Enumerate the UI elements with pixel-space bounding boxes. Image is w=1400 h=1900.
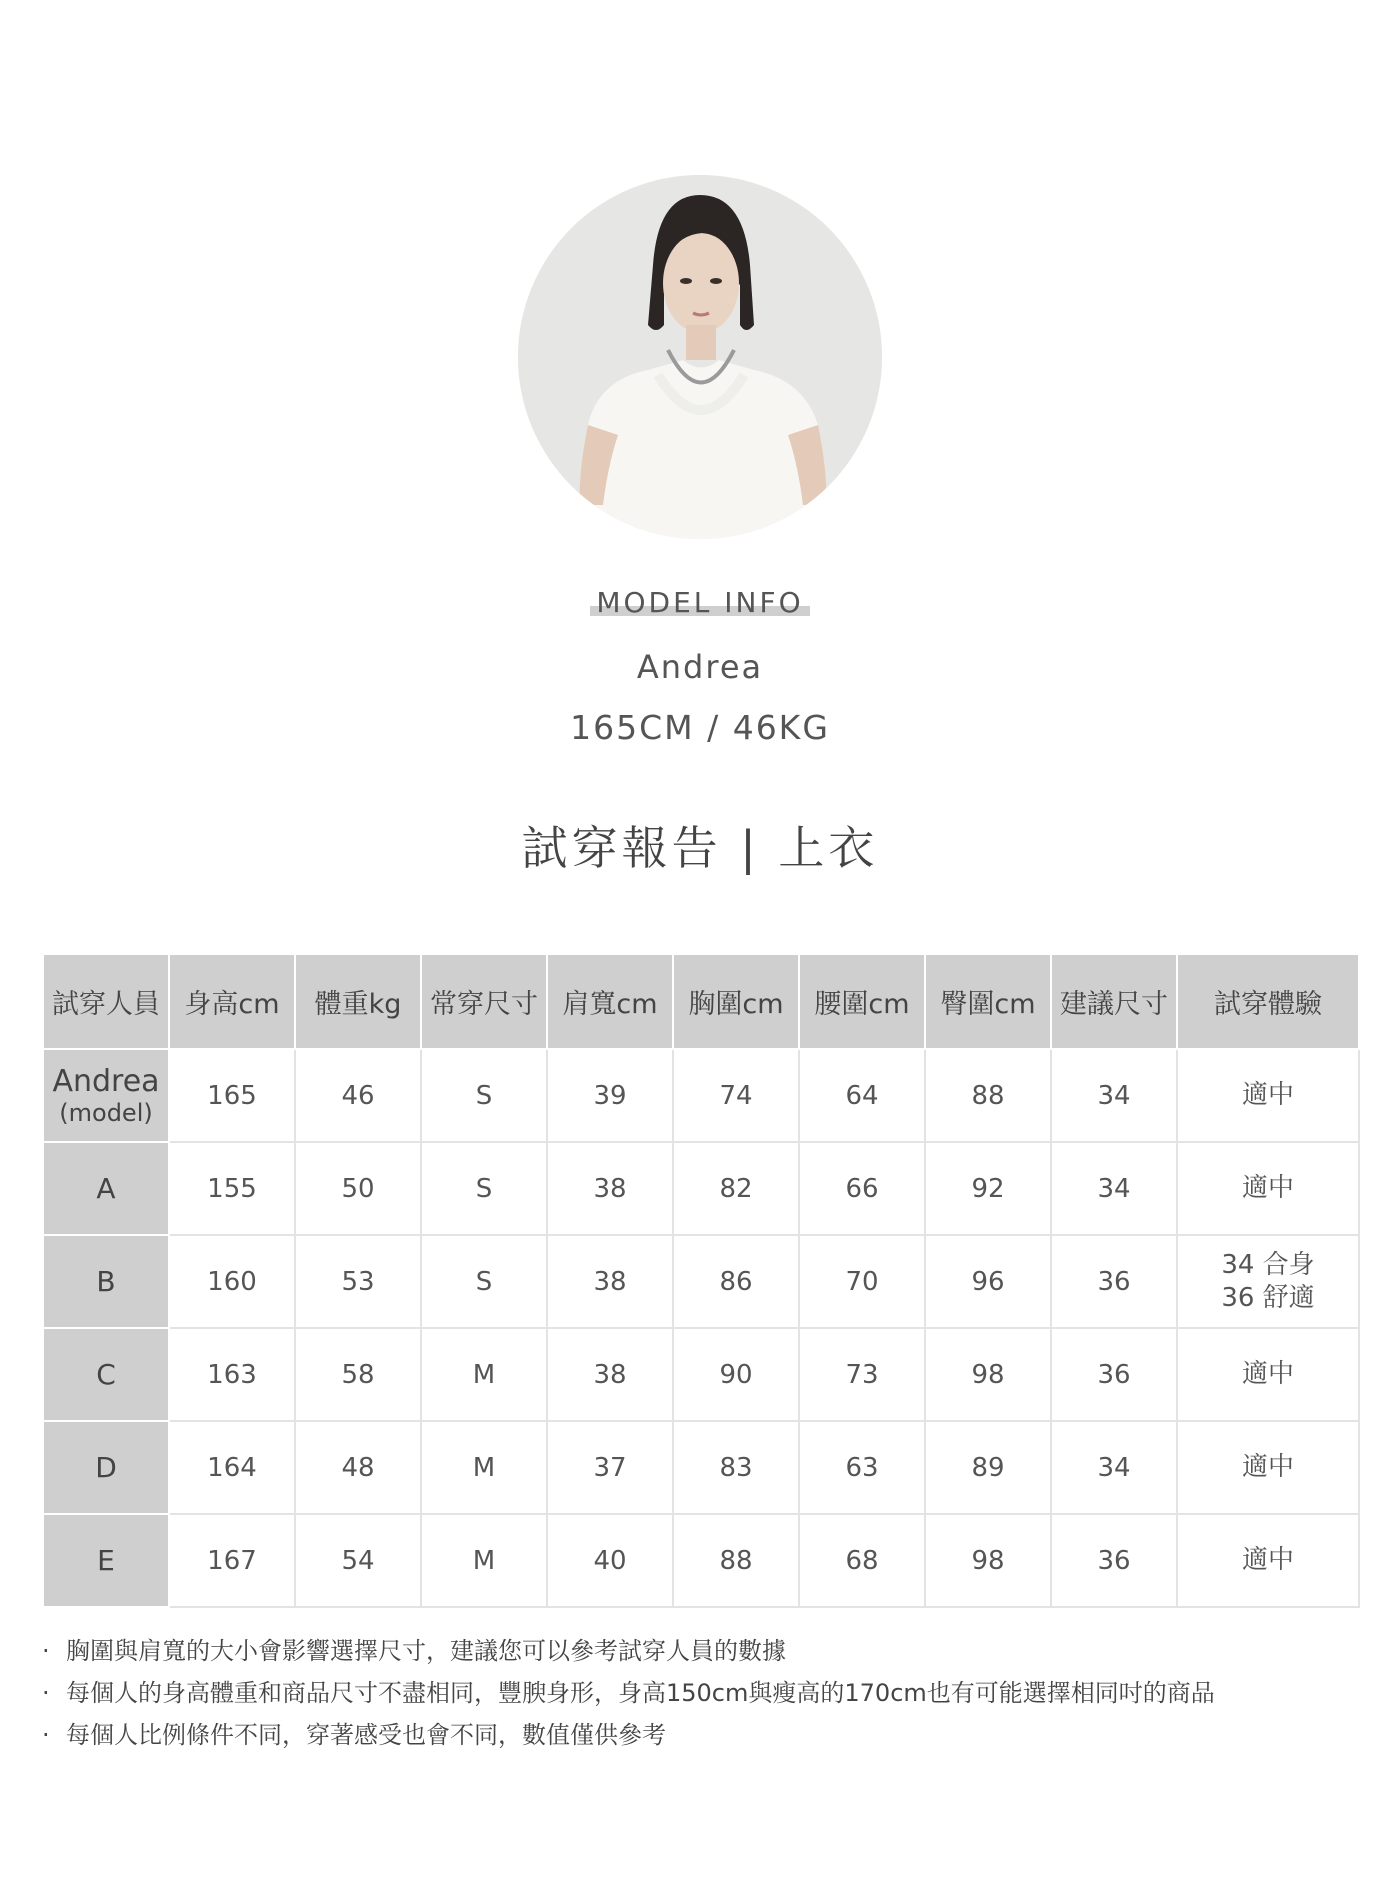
cell-waist: 64: [799, 1049, 925, 1142]
column-header: 腰圍cm: [799, 954, 925, 1049]
experience-line: 適中: [1241, 1452, 1294, 1482]
note-item: [42, 1630, 1362, 1672]
cell-shoulder: 40: [547, 1514, 673, 1607]
cell-height: 160: [169, 1235, 295, 1328]
tester-name: Andrea: [52, 1063, 160, 1099]
cell-suggested: 36: [1051, 1514, 1177, 1607]
cell-height: 164: [169, 1421, 295, 1514]
column-header: 常穿尺寸: [421, 954, 547, 1049]
cell-chest: 88: [673, 1514, 799, 1607]
cell-hip: 98: [925, 1514, 1051, 1607]
cell-height: 167: [169, 1514, 295, 1607]
model-photo: [518, 175, 882, 539]
model-stats: 165CM / 46KG: [570, 708, 830, 747]
experience-line: 適中: [1241, 1080, 1294, 1110]
model-portrait-illustration: [518, 175, 882, 539]
cell-suggested: 36: [1051, 1235, 1177, 1328]
cell-suggested: 34: [1051, 1421, 1177, 1514]
column-header: 試穿體驗: [1177, 954, 1359, 1049]
cell-weight: 46: [295, 1049, 421, 1142]
experience-line: 適中: [1241, 1173, 1294, 1203]
note-item: [42, 1672, 1362, 1714]
tester-name-cell: [43, 1049, 169, 1142]
cell-experience: [1177, 1049, 1359, 1142]
note-bullet: ·: [42, 1637, 50, 1665]
cell-chest: 83: [673, 1421, 799, 1514]
cell-experience: [1177, 1421, 1359, 1514]
model-info-text: MODEL INFO: [596, 586, 804, 619]
cell-waist: 66: [799, 1142, 925, 1235]
cell-shoulder: 38: [547, 1328, 673, 1421]
cell-usual-size: S: [421, 1142, 547, 1235]
tester-name-cell: C: [43, 1328, 169, 1421]
cell-weight: 50: [295, 1142, 421, 1235]
model-name: Andrea: [636, 648, 764, 686]
cell-shoulder: 38: [547, 1142, 673, 1235]
cell-experience: [1177, 1235, 1359, 1328]
tester-name-sub: (model): [59, 1098, 153, 1127]
note-bullet: ·: [42, 1721, 50, 1749]
cell-suggested: 34: [1051, 1049, 1177, 1142]
table-row: [43, 1235, 1359, 1328]
table-row: [43, 1328, 1359, 1421]
cell-suggested: 34: [1051, 1142, 1177, 1235]
experience-line: 36 舒適: [1221, 1282, 1315, 1313]
notes-list: [42, 1630, 1362, 1756]
cell-waist: 70: [799, 1235, 925, 1328]
experience-line: 適中: [1241, 1545, 1294, 1575]
column-header: 臀圍cm: [925, 954, 1051, 1049]
cell-usual-size: M: [421, 1421, 547, 1514]
column-header: 肩寬cm: [547, 954, 673, 1049]
experience-line: 34 合身: [1221, 1249, 1315, 1280]
cell-waist: 68: [799, 1514, 925, 1607]
note-text: 每個人比例條件不同，穿著感受也會不同，數值僅供參考: [66, 1721, 666, 1749]
note-text: 每個人的身高體重和商品尺寸不盡相同，豐腴身形，身高150cm與瘦高的170cm也有可能選擇相同吋的商品: [66, 1679, 1215, 1707]
column-header: 身高cm: [169, 954, 295, 1049]
cell-suggested: 36: [1051, 1328, 1177, 1421]
model-info-label: [590, 586, 809, 619]
cell-waist: 73: [799, 1328, 925, 1421]
tester-name-cell: E: [43, 1514, 169, 1607]
model-info-section: [0, 586, 1400, 619]
column-header: 體重kg: [295, 954, 421, 1049]
cell-height: 165: [169, 1049, 295, 1142]
cell-shoulder: 39: [547, 1049, 673, 1142]
cell-hip: 96: [925, 1235, 1051, 1328]
cell-shoulder: 37: [547, 1421, 673, 1514]
tester-name-cell: A: [43, 1142, 169, 1235]
cell-experience: [1177, 1514, 1359, 1607]
table-row: [43, 1514, 1359, 1607]
cell-hip: 98: [925, 1328, 1051, 1421]
cell-usual-size: M: [421, 1328, 547, 1421]
cell-hip: 88: [925, 1049, 1051, 1142]
cell-experience: [1177, 1328, 1359, 1421]
cell-hip: 89: [925, 1421, 1051, 1514]
cell-chest: 82: [673, 1142, 799, 1235]
column-header: 建議尺寸: [1051, 954, 1177, 1049]
cell-hip: 92: [925, 1142, 1051, 1235]
note-bullet: ·: [42, 1679, 50, 1707]
cell-chest: 86: [673, 1235, 799, 1328]
tester-name-cell: D: [43, 1421, 169, 1514]
cell-height: 163: [169, 1328, 295, 1421]
cell-weight: 58: [295, 1328, 421, 1421]
cell-waist: 63: [799, 1421, 925, 1514]
cell-weight: 48: [295, 1421, 421, 1514]
cell-usual-size: S: [421, 1235, 547, 1328]
experience-line: 適中: [1241, 1359, 1294, 1389]
table-row: [43, 1142, 1359, 1235]
cell-weight: 54: [295, 1514, 421, 1607]
tester-name-cell: B: [43, 1235, 169, 1328]
table-header-row: [43, 954, 1359, 1049]
cell-shoulder: 38: [547, 1235, 673, 1328]
cell-usual-size: S: [421, 1049, 547, 1142]
note-item: [42, 1714, 1362, 1756]
table-row: [43, 1049, 1359, 1142]
fitting-report-table: [42, 953, 1360, 1608]
column-header: 胸圍cm: [673, 954, 799, 1049]
column-header: 試穿人員: [43, 954, 169, 1049]
cell-chest: 90: [673, 1328, 799, 1421]
table-row: [43, 1421, 1359, 1514]
report-title: 試穿報告 | 上衣: [521, 821, 879, 875]
cell-weight: 53: [295, 1235, 421, 1328]
note-text: 胸圍與肩寬的大小會影響選擇尺寸，建議您可以參考試穿人員的數據: [66, 1637, 786, 1665]
table-body: [43, 1049, 1359, 1607]
cell-usual-size: M: [421, 1514, 547, 1607]
cell-chest: 74: [673, 1049, 799, 1142]
cell-height: 155: [169, 1142, 295, 1235]
cell-experience: [1177, 1142, 1359, 1235]
